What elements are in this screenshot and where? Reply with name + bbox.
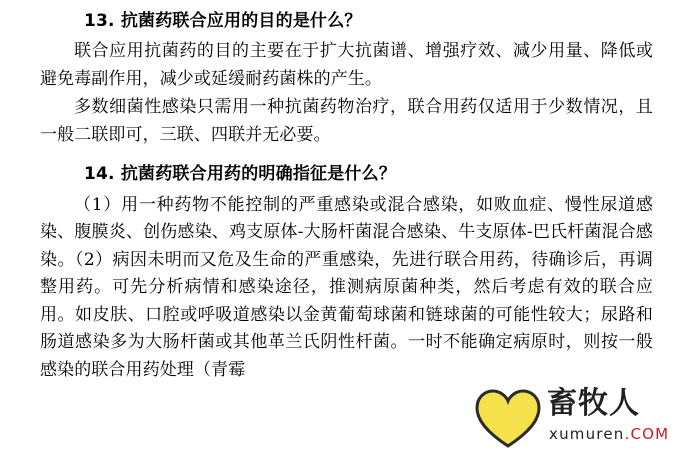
section-body-14 [40,192,653,385]
watermark [475,385,685,459]
paragraph: 多数细菌性感染只需用一种抗菌药物治疗，联合用药仅适用于少数情况，且一般二联即可，三联、四联并无必要。 [40,97,653,145]
section-heading-14: 14. 抗菌药联合用药的明确指征是什么？ [84,164,397,185]
paragraph: 联合应用抗菌药的目的主要在于扩大抗菌谱、增强疗效、减少用量、降低或避免毒副作用，减少或延缓耐药菌株的产生。 [40,41,653,89]
watermark-domain-main: xumuren [549,425,625,443]
watermark-domain-suffix: .COM [624,425,670,443]
section-heading-13: 13. 抗菌药联合应用的目的是什么？ [84,11,362,31]
paragraph: （1）用一种药物不能控制的严重感染或混合感染，如败血症、慢性尿道感染、腹膜炎、创伤感染、鸡支原体-大肠杆菌混合感染、牛支原体-巴氏杆菌混合感染。（2）病因未明而又危及生命的严重感染，先进行联合用药，待确诊后，再调整用药。可先分析病情和感染途径，推测病原菌种类，然后考虑有效的联合应用。如皮肤、口腔或呼吸道感染以金黄葡萄球菌和链球菌的可能性较大；尿路和肠道感染多为大肠杆菌或其他革兰氏阴性杆菌。一时不能确定病原时，则按一般感染的联合用药处理（青霉 [40,194,653,380]
watermark-domain [549,425,669,443]
watermark-title: 畜牧人 [547,386,640,421]
section-body-13 [40,38,653,149]
heart-icon [475,389,541,449]
